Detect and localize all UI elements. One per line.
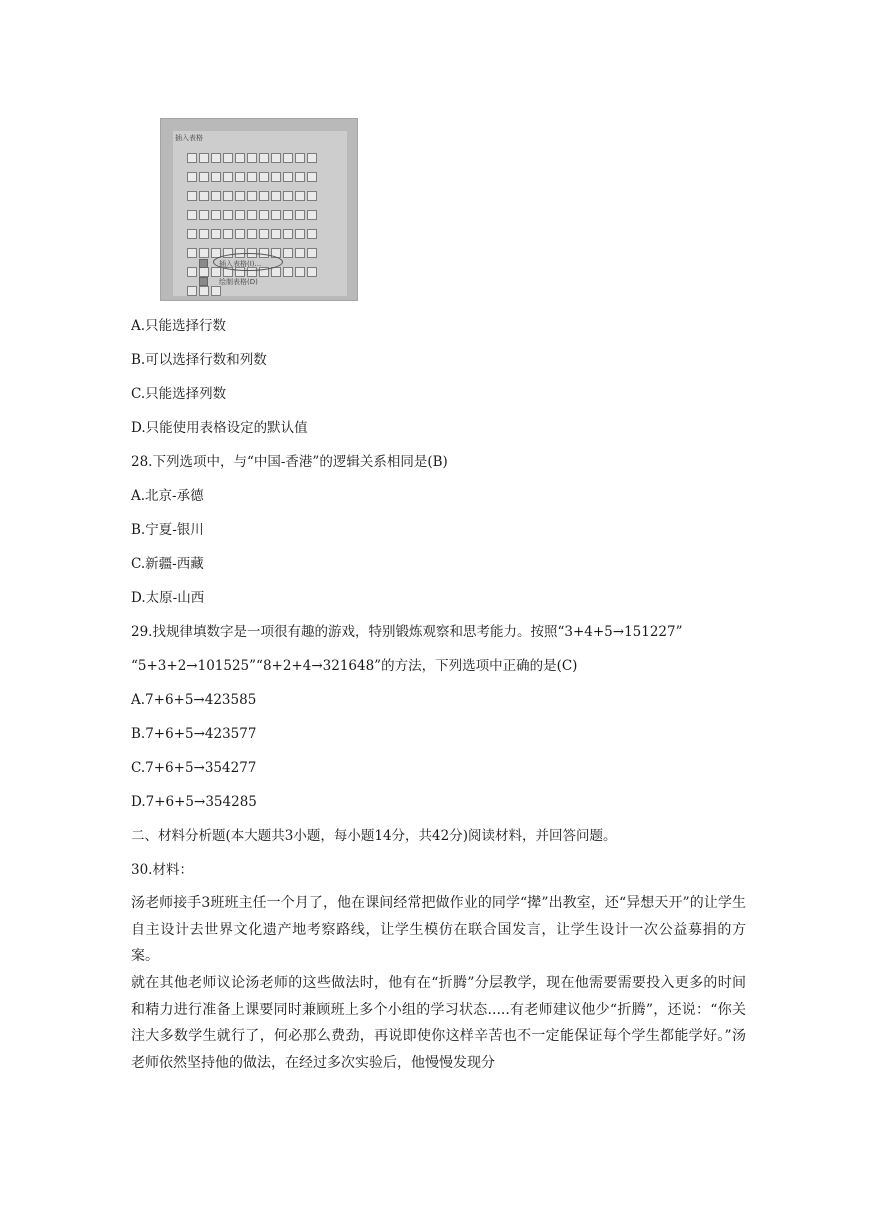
table-grid-cell	[199, 229, 209, 239]
table-grid-cell	[307, 267, 317, 277]
table-grid-cell	[223, 153, 233, 163]
table-grid-cell	[211, 191, 221, 201]
q27-option-a: A.只能选择行数	[131, 318, 227, 334]
table-grid-cell	[211, 229, 221, 239]
table-grid-cell	[283, 229, 293, 239]
table-grid-cell	[283, 248, 293, 258]
table-grid-cell	[307, 248, 317, 258]
table-grid-cell	[283, 191, 293, 201]
table-grid-cell	[259, 210, 269, 220]
table-grid-cell	[199, 248, 209, 258]
q29-stem-line-2: “5+3+2→101525”“8+2+4→321648”的方法，下列选项中正确的是(C)	[131, 658, 578, 674]
table-grid-cell	[247, 172, 257, 182]
table-grid-cell	[259, 172, 269, 182]
table-grid-cell	[295, 248, 305, 258]
table-icon	[199, 259, 208, 268]
table-grid-cell	[235, 191, 245, 201]
table-grid-cell	[307, 153, 317, 163]
pencil-icon	[199, 277, 208, 286]
q27-option-c: C.只能选择列数	[131, 386, 227, 402]
table-grid-cell	[199, 286, 209, 296]
table-grid-cell	[259, 153, 269, 163]
table-grid-cell	[187, 172, 197, 182]
table-grid-cell	[187, 153, 197, 163]
q27-option-d: D.只能使用表格设定的默认值	[131, 420, 308, 436]
table-grid-cell	[295, 229, 305, 239]
table-grid-cell	[211, 172, 221, 182]
table-grid-cell	[247, 210, 257, 220]
table-grid-cell	[199, 172, 209, 182]
table-grid-cell	[271, 191, 281, 201]
q28-option-c: C.新疆-西藏	[131, 556, 204, 572]
q28-option-d: D.太原-山西	[131, 590, 205, 606]
table-grid-cell	[283, 172, 293, 182]
q30-paragraph-2: 就在其他老师议论汤老师的这些做法时，他有在“折腾”分层教学，现在他需要需要投入更多的时间和精力进行准备上课要同时兼顾班上多个小组的学习状态.....有老师建议他少“折腾”，还说：“你关注大多数学生就行了，何必那么费劲，再说即使你这样辛苦也不一定能保证每个学生都能学好。”汤老师依然坚持他的做法，在经过多次实验后，他慢慢发现分	[131, 975, 746, 1071]
q29-stem-line-1: 29.找规律填数字是一项很有趣的游戏，特别锻炼观察和思考能力。按照“3+4+5→151227”	[131, 624, 683, 640]
table-grid-cell	[223, 229, 233, 239]
table-grid-cell	[235, 172, 245, 182]
table-grid-cell	[223, 191, 233, 201]
table-grid-cell	[187, 229, 197, 239]
table-grid-cell	[211, 153, 221, 163]
table-grid-cell	[295, 172, 305, 182]
table-grid-cell	[199, 210, 209, 220]
table-grid-cell	[259, 191, 269, 201]
table-grid-cell	[187, 286, 197, 296]
table-grid-cell	[247, 153, 257, 163]
table-grid-cell	[295, 267, 305, 277]
table-grid-cell	[199, 191, 209, 201]
q29-option-d: D.7+6+5→354285	[131, 794, 257, 810]
q29-option-a: A.7+6+5→423585	[131, 692, 257, 708]
table-grid-cell	[223, 172, 233, 182]
table-grid-cell	[295, 191, 305, 201]
table-grid-cell	[199, 153, 209, 163]
table-grid-cell	[247, 191, 257, 201]
table-grid-cell	[295, 153, 305, 163]
table-grid-cell	[211, 286, 221, 296]
table-grid-cell	[187, 267, 197, 277]
table-grid-cell	[187, 191, 197, 201]
table-grid-cell	[283, 267, 293, 277]
table-grid-cell	[199, 267, 209, 277]
table-grid-cell	[283, 210, 293, 220]
menu-item-draw-table: 绘制表格(D)	[219, 278, 258, 286]
table-grid-cell	[247, 229, 257, 239]
table-grid-cell	[187, 210, 197, 220]
q27-option-b: B.可以选择行数和列数	[131, 352, 267, 368]
table-grid-cell	[211, 210, 221, 220]
insert-table-menu-photo	[160, 118, 358, 301]
table-grid-cell	[223, 210, 233, 220]
q28-option-b: B.宁夏-银川	[131, 522, 204, 538]
table-grid-cell	[283, 153, 293, 163]
q30-label: 30.材料：	[131, 862, 193, 878]
section-heading: 二、材料分析题(本大题共3小题，每小题14分，共42分)阅读材料，并回答问题。	[131, 828, 617, 844]
q28-stem: 28.下列选项中，与“中国-香港”的逻辑关系相同是(B)	[131, 454, 448, 470]
q30-paragraph-1: 汤老师接手3班班主任一个月了，他在课间经常把做作业的同学“撵”出教室，还“异想天开”的让学生自主设计去世界文化遗产地考察路线，让学生模仿在联合国发言，让学生设计一次公益募捐的方案。	[131, 895, 746, 964]
menu-title: 插入表格	[175, 134, 203, 142]
table-grid-cell	[235, 229, 245, 239]
q28-option-a: A.北京-承德	[131, 488, 204, 504]
table-grid-cell	[259, 229, 269, 239]
table-grid-cell	[235, 210, 245, 220]
table-grid-cell	[271, 267, 281, 277]
table-grid-cell	[295, 210, 305, 220]
table-grid-cell	[271, 210, 281, 220]
table-grid-cell	[271, 153, 281, 163]
table-grid-cell	[307, 229, 317, 239]
menu-item-insert-table: 插入表格(I)...	[219, 260, 262, 268]
table-grid-cell	[307, 191, 317, 201]
table-grid-cell	[271, 229, 281, 239]
table-grid-cell	[307, 210, 317, 220]
table-grid-cell	[307, 172, 317, 182]
q29-option-c: C.7+6+5→354277	[131, 760, 257, 776]
q29-option-b: B.7+6+5→423577	[131, 726, 257, 742]
table-grid-cell	[187, 248, 197, 258]
table-grid-cell	[235, 153, 245, 163]
table-grid-cell	[271, 172, 281, 182]
